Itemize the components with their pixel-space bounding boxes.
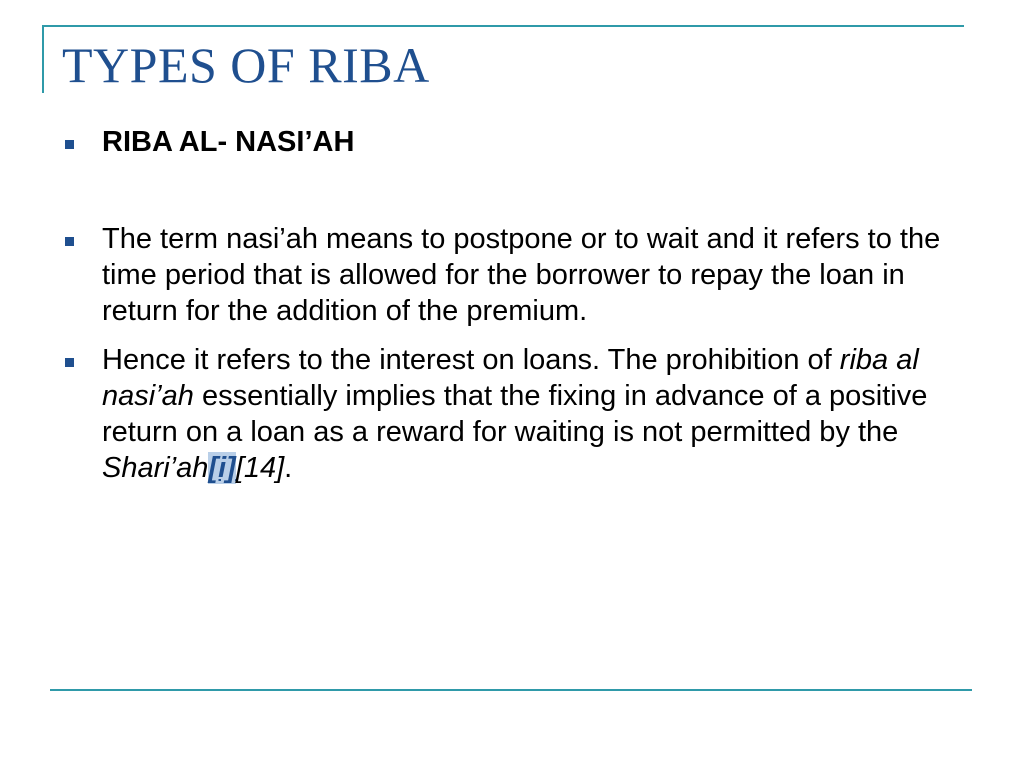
shariah-term: Shari’ah [102,452,209,484]
left-rule [42,25,44,93]
slide-title: TYPES OF RIBA [62,37,430,93]
sentence-end: . [284,452,293,484]
bullet-item-definition [62,221,962,329]
heading-text: RIBA AL- NASI’AH [102,126,355,158]
prohibition-text-part1: Hence it refers to the interest on loans. The prohibition of [102,344,840,376]
top-rule [42,25,964,27]
square-bullet-icon [65,140,74,149]
footnote-link[interactable]: [i] [208,452,236,484]
prohibition-italic-term: riba al nasi’ah [102,344,919,412]
prohibition-text-part2: essentially implies that the fixing in advance of a positive return on a loan as a reward for waiting is not permitted by the [102,380,928,448]
slide-body [62,124,962,486]
bullet-item-prohibition [62,342,962,486]
bottom-rule [50,689,972,691]
bullet-item-heading [62,124,962,160]
definition-text: The term nasi’ah means to postpone or to wait and it refers to the time period that is allowed for the borrower to repay the loan in return for the addition of the premium. [102,223,941,327]
square-bullet-icon [65,358,74,367]
reference-number: [14] [235,452,285,484]
square-bullet-icon [65,237,74,246]
